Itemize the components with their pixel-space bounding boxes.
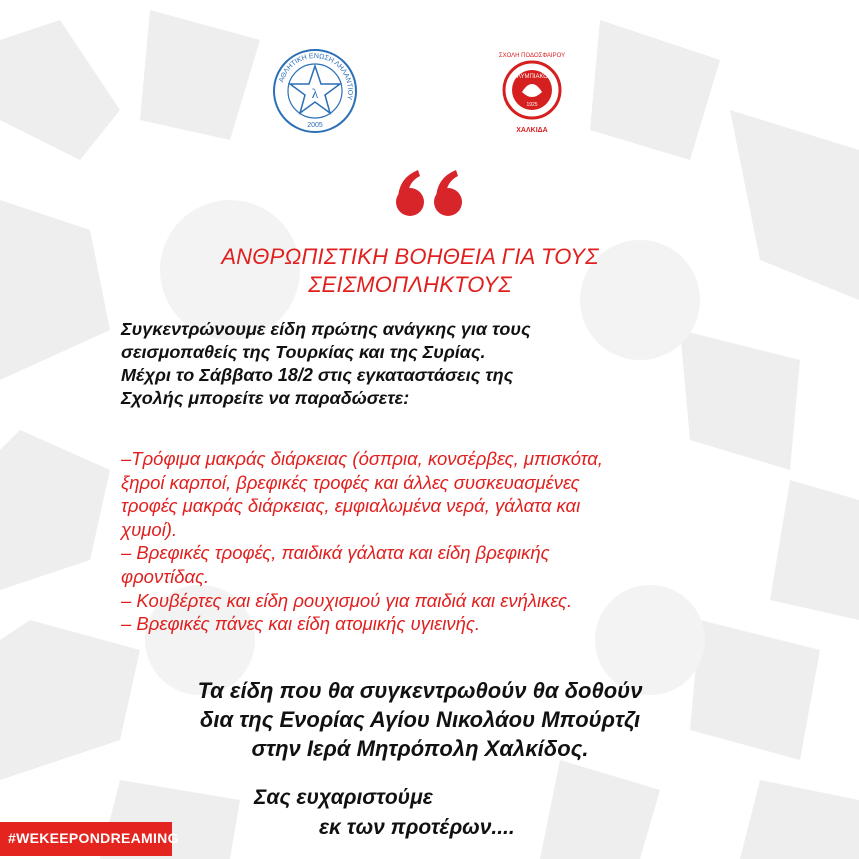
- intro-line-1: Συγκεντρώνουμε είδη πρώτης ανάγκης για τους: [121, 319, 531, 339]
- thanks-line-2: εκ των προτέρων....: [319, 816, 515, 839]
- closing-line-3: στην Ιερά Μητρόπολη Χαλκίδος.: [251, 736, 589, 761]
- athletic-union-logo: [272, 48, 358, 134]
- logo-right-year: 1925: [526, 102, 538, 108]
- items-line-3: τροφές μακράς διάρκειας, εμφιαλωμένα νερά, γάλατα και: [121, 495, 581, 517]
- logo-right-top-text: ΣΧΟΛΗ ΠΟΔΟΣΦΑΙΡΟΥ: [498, 53, 566, 59]
- closing-paragraph: [120, 676, 720, 763]
- logo-left-letter: λ: [311, 87, 319, 102]
- items-line-6: φροντίδας.: [121, 565, 210, 587]
- closing-line-1: Τα είδη που θα συγκεντρωθούν θα δοθούν: [197, 678, 643, 703]
- intro-line-2: σεισμοπαθείς της Τουρκίας και της Συρίας.: [121, 342, 486, 362]
- items-line-1: –Τρόφιμα μακράς διάρκειας (όσπρια, κονσέρβες, μπισκότα,: [121, 448, 603, 469]
- intro-paragraph: [121, 318, 681, 410]
- closing-line-2: δια της Ενορίας Αγίου Νικολάου Μπούρτζι: [199, 707, 641, 732]
- intro-line-4: Σχολής μπορείτε να παραδώσετε:: [121, 388, 410, 408]
- intro-line-3: Μέχρι το Σάββατο 18/2 στις εγκαταστάσεις της: [121, 365, 514, 385]
- items-line-8: – Βρεφικές πάνες και είδη ατομικής υγιεινής.: [121, 613, 480, 635]
- items-list: [121, 447, 781, 636]
- items-line-4: χυμοί).: [121, 518, 178, 540]
- logo-left-year: 2005: [307, 122, 323, 129]
- hashtag-banner: [0, 822, 179, 856]
- logo-right-bottom-text: ΧΑΛΚΙΔΑ: [516, 127, 548, 134]
- headline: [140, 243, 680, 299]
- headline-line-1: ΑΝΘΡΩΠΙΣΤΙΚΗ ΒΟΗΘΕΙΑ ΓΙΑ ΤΟΥΣ: [221, 244, 599, 269]
- logo-right-ring-text: ΟΛΥΜΠΙΑΚΟΣ: [512, 74, 552, 80]
- headline-line-2: ΣΕΙΣΜΟΠΛΗΚΤΟΥΣ: [308, 272, 512, 297]
- items-line-2: ξηροί καρποί, βρεφικές τροφές και άλλες συσκευασμένες: [121, 471, 580, 493]
- items-line-7: – Κουβέρτες και είδη ρουχισμού για παιδιά και ενήλικες.: [121, 589, 573, 611]
- quote-mark-icon: [392, 168, 468, 220]
- items-line-5: – Βρεφικές τροφές, παιδικά γάλατα και είδη βρεφικής: [121, 542, 550, 564]
- logo-left-ring-text: ΑΘΛΗΤΙΚΗ ΕΝΩΣΗ ΛΗΛΑΝΤΙΟΥ: [278, 52, 354, 101]
- olympiakos-school-logo: [498, 48, 566, 136]
- hashtag-text: #WEKEEPONDREAMING: [8, 830, 179, 846]
- thanks-line-1: Σας ευχαριστούμε: [254, 786, 433, 809]
